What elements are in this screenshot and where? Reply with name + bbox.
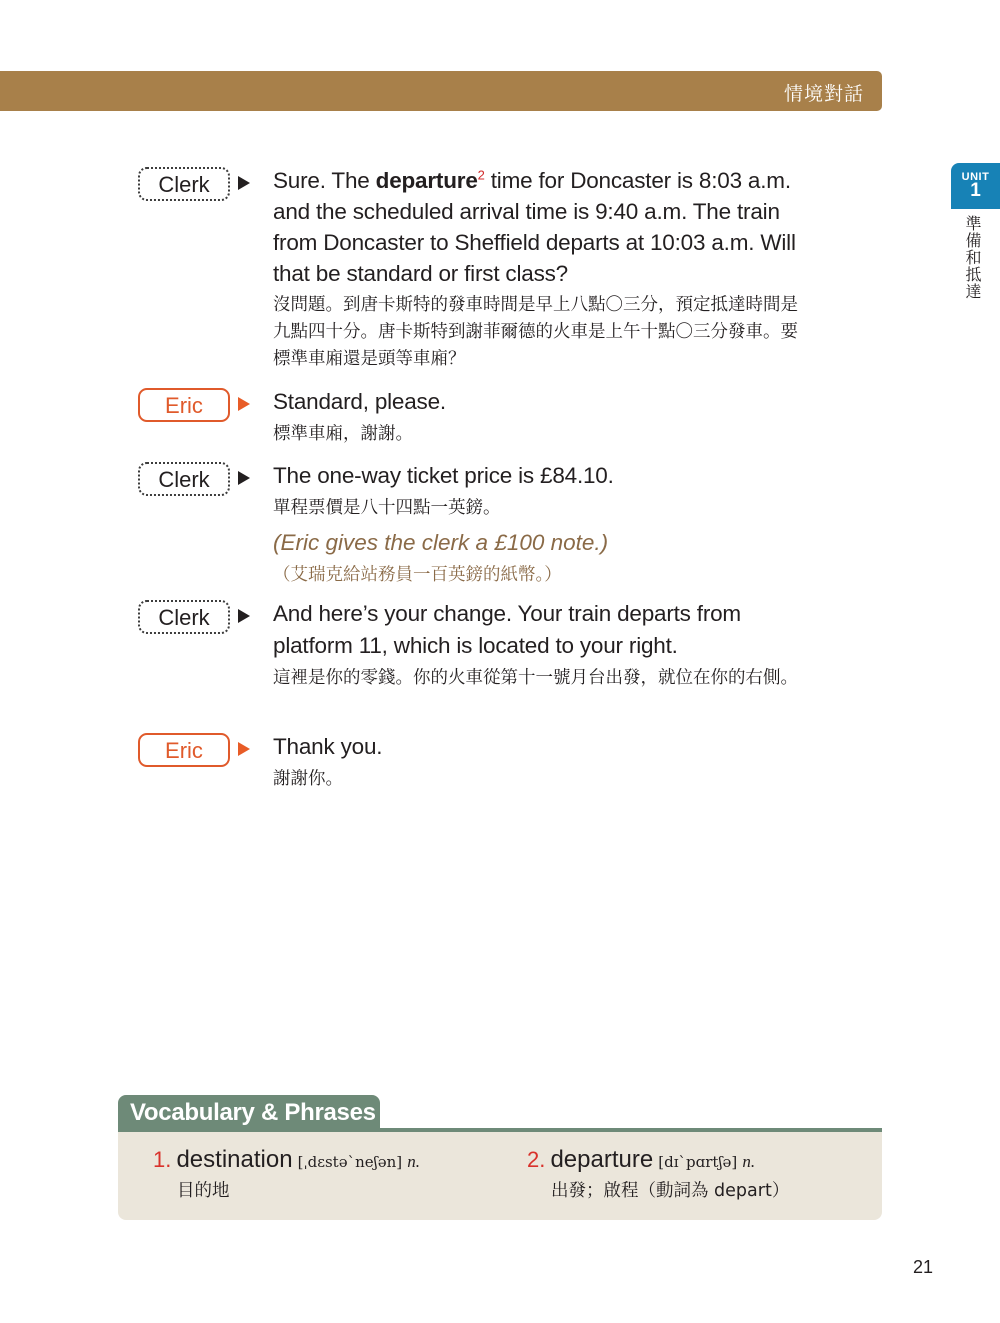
unit-number: 1 bbox=[970, 180, 981, 201]
dialogue-english: And here’s your change. Your train departs from platform 11, which is located to your right. bbox=[273, 601, 741, 658]
dialogue-english: The one-way ticket price is £84.10. bbox=[273, 463, 614, 488]
vocab-highlight: departure bbox=[375, 168, 478, 193]
vocab-item bbox=[527, 1146, 790, 1201]
vocab-meaning: 出發；啟程（動詞為 depart） bbox=[551, 1181, 790, 1201]
dialogue-english: Standard, please. bbox=[273, 389, 446, 414]
play-arrow-icon bbox=[238, 471, 250, 485]
speaker-label-clerk: Clerk bbox=[138, 462, 230, 496]
vocab-phonetic: [ˌdɛstəˋneʃən] bbox=[297, 1153, 403, 1171]
play-arrow-icon bbox=[238, 176, 250, 190]
dialogue-english: Sure. The departure$^2$ time for Doncaster is 8:03 a.m. and the scheduled arrival time is 9:40 a.m. The train from Doncaster to Sheffield departs at 10:03 a.m. Will that be standard or first class? bbox=[273, 167, 796, 286]
section-banner bbox=[0, 71, 882, 111]
vocab-number: 2. bbox=[527, 1147, 546, 1172]
dialogue-chinese: 單程票價是八十四點一英鎊。 bbox=[273, 498, 501, 518]
vocab-meaning: 目的地 bbox=[177, 1181, 230, 1201]
stage-note-english: (Eric gives the clerk a £100 note.) bbox=[273, 530, 609, 555]
stage-note-chinese: （艾瑞克給站務員一百英鎊的紙幣。） bbox=[273, 565, 562, 585]
unit-label: UNIT bbox=[961, 171, 990, 183]
vocab-number: 1. bbox=[153, 1147, 172, 1172]
dialogue-chinese: 謝謝你。 bbox=[273, 769, 343, 789]
vocab-phonetic: [dɪˋpɑrtʃə] bbox=[658, 1153, 738, 1171]
page-number: 21 bbox=[913, 1257, 934, 1277]
vocab-title: Vocabulary & Phrases bbox=[130, 1099, 376, 1126]
speaker-label-eric: Eric bbox=[138, 388, 230, 422]
vocab-part-of-speech: n. bbox=[407, 1152, 420, 1171]
speaker-label-clerk: Clerk bbox=[138, 167, 230, 201]
unit-title: 準備和抵達 bbox=[963, 215, 982, 300]
play-arrow-icon bbox=[238, 742, 250, 756]
section-title: 情境對話 bbox=[783, 83, 864, 105]
vocab-header-tab bbox=[118, 1095, 380, 1131]
speaker-label-clerk: Clerk bbox=[138, 600, 230, 634]
play-arrow-icon bbox=[238, 609, 250, 623]
vocab-part-of-speech: n. bbox=[742, 1152, 756, 1171]
unit-tab bbox=[951, 163, 1000, 209]
vocab-item bbox=[153, 1146, 420, 1201]
dialogue-chinese: 這裡是你的零錢。你的火車從第十一號月台出發，就位在你的右側。 bbox=[273, 668, 798, 688]
dialogue-chinese: 沒問題。到唐卡斯特的發車時間是早上八點〇三分，預定抵達時間是九點四十分。唐卡斯特到謝菲爾德的火車是上午十點〇三分發車。要標準車廂還是頭等車廂？ bbox=[273, 295, 798, 369]
vocab-word: destination bbox=[176, 1146, 293, 1173]
dialogue-english: Thank you. bbox=[273, 734, 383, 759]
speaker-label-eric: Eric bbox=[138, 733, 230, 767]
vocab-word: departure bbox=[550, 1146, 654, 1173]
vocab-ref-number: 2 bbox=[477, 167, 485, 183]
play-arrow-icon bbox=[238, 397, 250, 411]
dialogue-chinese: 標準車廂，謝謝。 bbox=[273, 424, 413, 444]
vocab-box bbox=[118, 1128, 882, 1220]
